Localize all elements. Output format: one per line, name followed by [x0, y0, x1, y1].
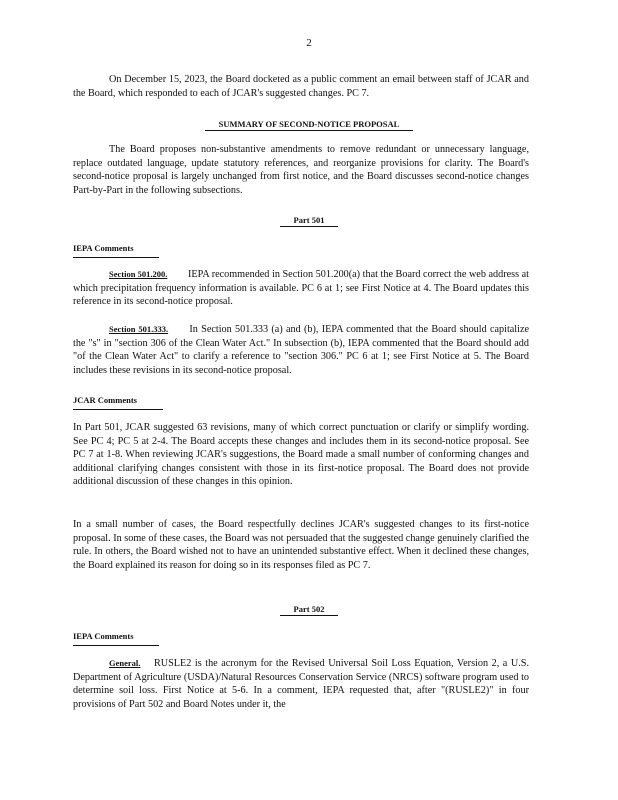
part-501-heading-text: Part 501	[280, 215, 339, 227]
summary-heading-text: SUMMARY OF SECOND-NOTICE PROPOSAL	[205, 119, 414, 131]
intro-paragraph: On December 15, 2023, the Board docketed as a public comment an email between staff of JCAR and the Board, which responded to each of JCAR's suggested changes. PC 7.	[73, 74, 529, 99]
part-501-heading	[0, 214, 618, 228]
section-501-200-text: IEPA recommended in Section 501.200(a) that the Board correct the web address at which precipitation frequency information is available. PC 6 at 1; see First Notice at 4. The Board updates this reference in its second-notice proposal.	[73, 269, 529, 307]
summary-heading	[0, 118, 618, 132]
jcar-comments-heading: JCAR Comments	[73, 394, 163, 410]
page-number: 2	[306, 37, 312, 49]
section-501-333-paragraph	[73, 323, 529, 377]
summary-paragraph: The Board proposes non-substantive amendments to remove redundant or unnecessary language, replace outdated language, update statutory references, and reorganize provisions for clarity. The Board's second-notice proposal is largely unchanged from first notice, and the Board discusses second-notice changes Part-by-Part in the following subsections.	[73, 144, 529, 196]
general-lead: General.	[109, 658, 141, 668]
section-501-200-paragraph	[73, 268, 529, 309]
jcar-paragraph-1: In Part 501, JCAR suggested 63 revisions, many of which correct punctuation or clarify or simplify wording. See PC 4; PC 5 at 2-4. The Board accepts these changes and includes them in its second-notice proposal. See PC 7 at 1-8. When reviewing JCAR's suggestions, the Board made a small number of conforming changes and additional clarifying changes consistent with those in its first-notice proposal. The Board does not provide additional discussion of these changes in this opinion.	[73, 422, 529, 487]
part-502-heading-text: Part 502	[280, 604, 339, 616]
general-paragraph	[73, 657, 529, 711]
jcar-paragraph-2: In a small number of cases, the Board respectfully declines JCAR's suggested changes to its first-notice proposal. In some of these cases, the Board was not persuaded that the suggested change genuinely clarified the rule. In others, the Board wished not to have an unintended substantive effect. When it declined these changes, the Board explained its reason for doing so in its responses filed as PC 7.	[73, 519, 529, 571]
iepa-comments-heading: IEPA Comments	[73, 242, 159, 258]
section-501-200-lead: Section 501.200.	[109, 269, 168, 279]
section-501-333-lead: Section 501.333.	[109, 324, 169, 334]
part-502-heading	[0, 603, 618, 617]
iepa-comments-heading-2: IEPA Comments	[73, 630, 159, 646]
section-501-333-text: In Section 501.333 (a) and (b), IEPA commented that the Board should capitalize the "s" in "section 306 of the Clean Water Act." In subsection (b), IEPA commented that the Board should add "of the Clean Water Act" to clarify a reference to "section 306." PC 6 at 1; see First Notice at 5. The Board includes these revisions in its second-notice proposal.	[73, 324, 529, 376]
general-text: RUSLE2 is the acronym for the Revised Universal Soil Loss Equation, Version 2, a U.S. Department of Agriculture (USDA)/Natural Resources Conservation Service (NRCS) software program used to determine soil loss. First Notice at 5-6. In a comment, IEPA requested that, after "(RUSLE2)" in four provisions of Part 502 and Board Notes under it, the	[73, 658, 530, 710]
